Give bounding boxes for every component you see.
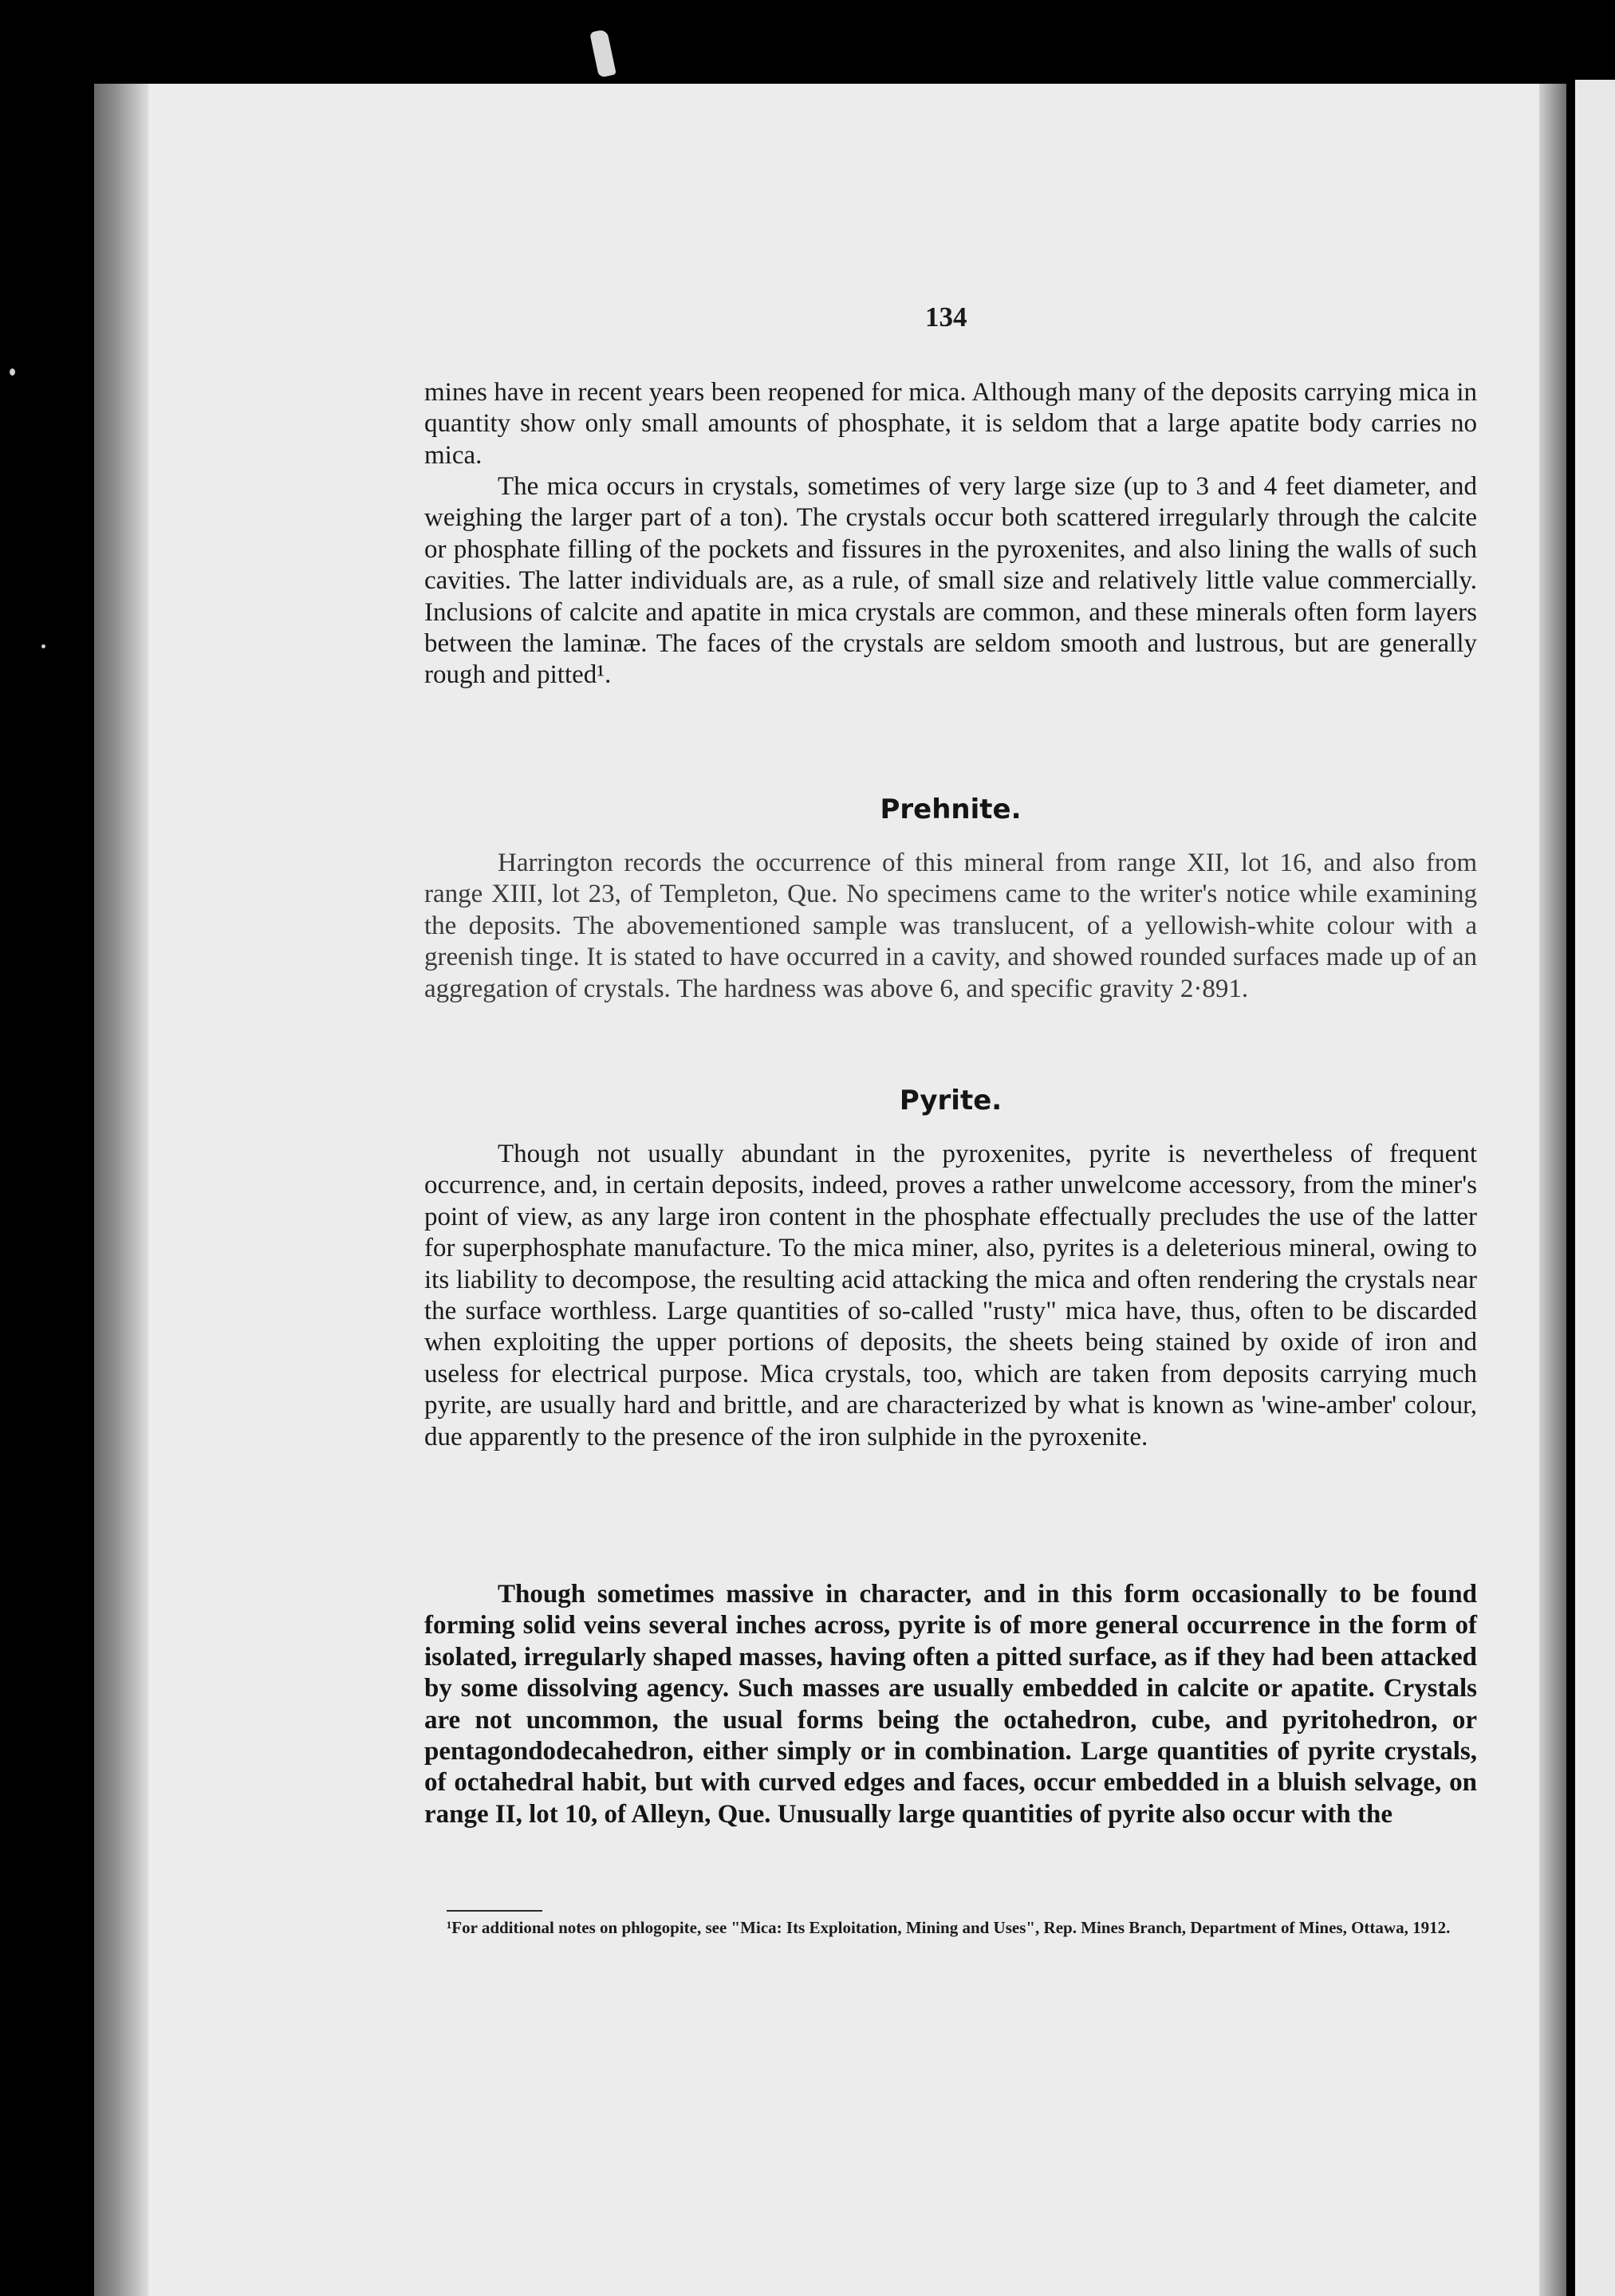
mica-paragraph-1: mines have in recent years been reopened for mica. Although many of the deposits carrying mica in quantity show only small amounts of phosphate, it is seldom that a large apatite body carries no mica. [424, 378, 1477, 470]
scan-artifact [589, 29, 616, 77]
page-right-edge [1539, 84, 1566, 2296]
mica-paragraph-2: The mica occurs in crystals, sometimes of very large size (up to 3 and 4 feet diameter, and weighing the larger part of a ton). The crystals occur both scattered irregularly through the calcite or phosphate filling of the pockets and fissures in the pyroxenites, and also lining the walls of such cavities. The latter individuals are, as a rule, of small size and relatively little value commercially. Inclusions of calcite and apatite in mica crystals are common, and these minerals often form layers between the laminæ. The faces of the crystals are seldom smooth and lustrous, but are generally rough and pitted¹. [424, 472, 1477, 690]
section-heading-prehnite: Prehnite. [880, 794, 1022, 825]
prehnite-paragraph: Harrington records the occurrence of this mineral from range XII, lot 16, and also from range XIII, lot 23, of Templeton, Que. No specimens came to the writer's notice while examining the deposits. The abovementioned sample was translucent, of a yellowish-white colour with a greenish tinge. It is stated to have occurred in a cavity, and showed rounded surfaces made up of an aggregation of crystals. The hardness was above 6, and specific gravity 2·891. [424, 849, 1477, 1003]
pyrite-paragraph-2: Though sometimes massive in character, and in this form occasionally to be found forming solid veins several inches across, pyrite is of more general occurrence in the form of isolated, irregularly shaped masses, having often a pitted surface, as if they had been attacked by some dissolving agency. Such masses are usually embedded in calcite or apatite. Crystals are not uncommon, the usual forms being the octahedron, cube, and pyritohedron, or pentagondodecahedron, either simply or in combination. Large quantities of pyrite crystals, of octahedral habit, but with curved edges and faces, occur embedded in a bluish selvage, on range II, lot 10, of Alleyn, Que. Unusually large quantities of pyrite also occur with the [424, 1580, 1477, 1829]
footnote: ¹For additional notes on phlogopite, see "Mica: Its Exploitation, Mining and Uses", Rep. Mines Branch, Department of Mines, Ottawa, 1912. [447, 1918, 1451, 1937]
page-number: 134 [925, 301, 967, 333]
footnote-divider [447, 1910, 542, 1912]
scan-speck [41, 644, 45, 648]
page-binding-shadow [94, 84, 148, 2296]
pyrite-paragraph-1: Though not usually abundant in the pyroxenites, pyrite is nevertheless of frequent occurrence, and, in certain deposits, indeed, proves a rather unwelcome accessory, from the miner's point of view, as any large iron content in the phosphate effectually precludes the use of the latter for superphosphate manufacture. To the mica miner, also, pyrites is a deleterious mineral, owing to its liability to decompose, the resulting acid attacking the mica and often rendering the crystals near the surface worthless. Large quantities of so-called "rusty" mica have, thus, often to be discarded when exploiting the upper portions of deposits, the sheets being stained by oxide of iron and useless for electrical purpose. Mica crystals, too, which are taken from deposits carrying much pyrite, are usually hard and brittle, and are characterized by what is known as 'wine-amber' colour, due apparently to the presence of the iron sulphide in the pyroxenite. [424, 1140, 1477, 1451]
scan-speck [10, 368, 15, 376]
section-heading-pyrite: Pyrite. [899, 1085, 1002, 1116]
adjacent-page-strip [1575, 80, 1615, 2296]
